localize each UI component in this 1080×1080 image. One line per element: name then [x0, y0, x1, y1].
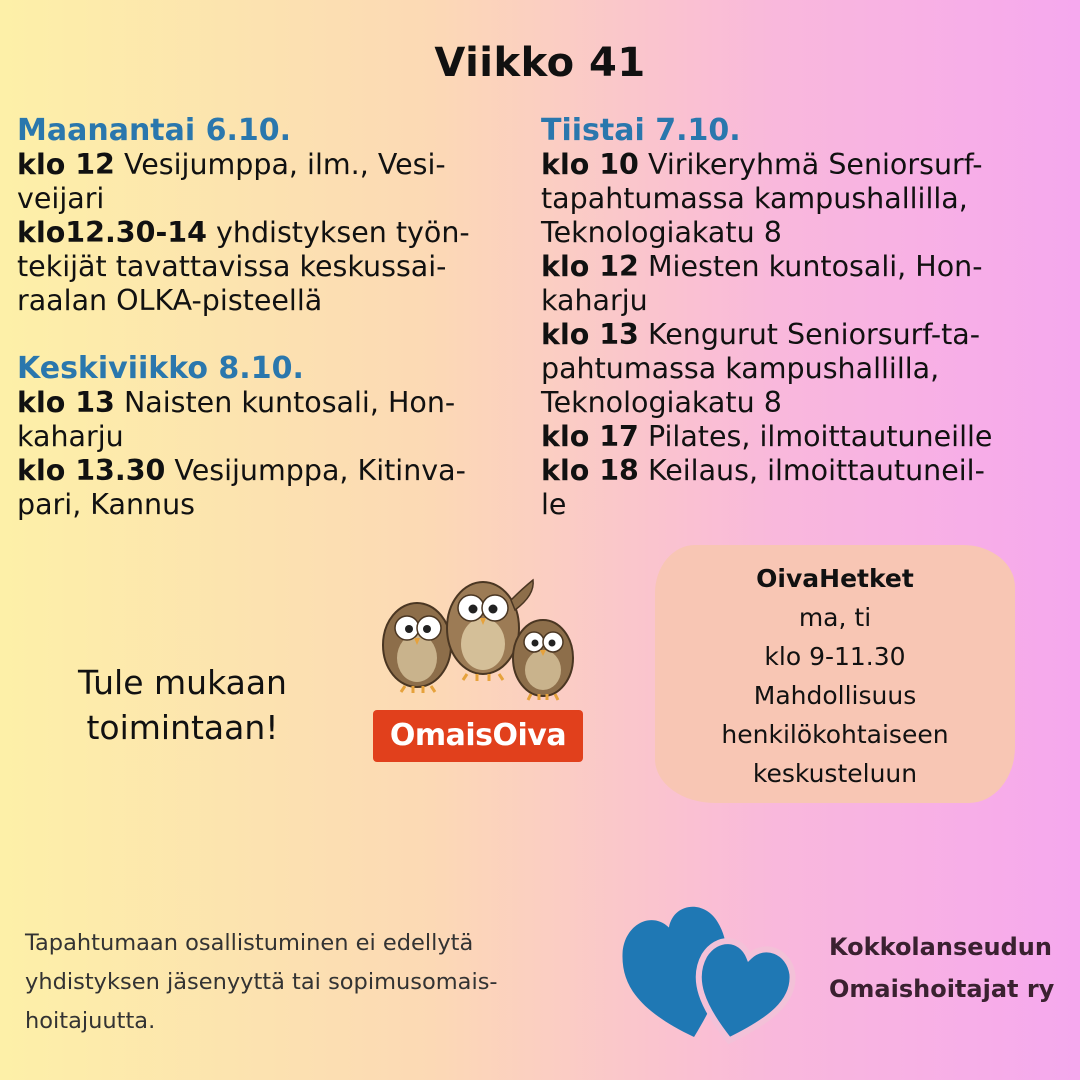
event-item [17, 386, 517, 454]
event-time: klo 13 [17, 386, 115, 419]
event-time: klo12.30-14 [17, 216, 207, 249]
note-line: yhdistyksen jäsenyyttä tai sopimusomais- [25, 969, 498, 995]
org-line-1: Kokkolanseudun [829, 933, 1052, 961]
event-item [17, 216, 517, 318]
event-text: Virikeryhmä Seniorsurf- tapahtumassa kampushallilla, Teknologiakatu 8 [541, 148, 983, 249]
oivahetket-line: keskusteluun [752, 759, 918, 788]
event-time: klo 18 [541, 454, 639, 487]
right-schedule-column [541, 114, 1061, 522]
invite-line-2: toimintaan! [86, 708, 279, 747]
day-heading: Maanantai 6.10. [17, 113, 292, 148]
owl-left [383, 603, 451, 693]
invite-text [40, 660, 325, 750]
invite-line-1: Tule mukaan [78, 663, 287, 702]
owl-right [513, 620, 573, 700]
event-time: klo 13 [541, 318, 639, 351]
note-line: Tapahtumaan osallistuminen ei edellytä [25, 930, 474, 956]
event-text: Naisten kuntosali, Hon- kaharju [17, 386, 456, 453]
oivahetket-heading: OivaHetket [756, 564, 914, 593]
note-line: hoitajuutta. [25, 1008, 156, 1034]
oivahetket-box [655, 545, 1015, 803]
event-item [541, 148, 1061, 250]
oivahetket-line: Mahdollisuus [753, 681, 917, 710]
org-line-2: Omaishoitajat ry [829, 975, 1055, 1003]
event-text: Vesijumppa, ilm., Vesi- veijari [17, 148, 446, 215]
oivahetket-line: henkilökohtaiseen [721, 720, 949, 749]
event-text: Miesten kuntosali, Hon- kaharju [541, 250, 983, 317]
event-item [541, 454, 1061, 522]
page-title: Viikko 41 [434, 40, 646, 86]
hearts-logo-icon [620, 898, 810, 1046]
day-heading: Keskiviikko 8.10. [17, 351, 304, 386]
omaisoiva-logo: OmaisOiva [373, 710, 583, 762]
organization-name [829, 926, 1069, 1010]
event-item [541, 420, 1061, 454]
membership-note [25, 924, 585, 1041]
event-text: yhdistyksen työn- tekijät tavattavissa keskussai- raalan OLKA-pisteellä [17, 216, 470, 317]
event-item [541, 250, 1061, 318]
event-text: Kengurut Seniorsurf-ta- pahtumassa kampushallilla, Teknologiakatu 8 [541, 318, 981, 419]
event-text: Pilates, ilmoittautuneille [638, 420, 993, 453]
event-item [17, 148, 517, 216]
event-time: klo 12 [541, 250, 639, 283]
event-time: klo 10 [541, 148, 639, 181]
event-time: klo 13.30 [17, 454, 166, 487]
day-heading: Tiistai 7.10. [541, 113, 741, 148]
left-schedule-column [17, 114, 517, 522]
oivahetket-line: klo 9-11.30 [764, 642, 906, 671]
event-time: klo 17 [541, 420, 639, 453]
event-item [541, 318, 1061, 420]
event-time: klo 12 [17, 148, 115, 181]
owls-illustration [375, 570, 585, 705]
event-item [17, 454, 517, 522]
event-text: Vesijumppa, Kitinva- pari, Kannus [17, 454, 466, 521]
oivahetket-line: ma, ti [798, 603, 872, 632]
event-text: Keilaus, ilmoittautuneil- le [541, 454, 985, 521]
day-spacer [17, 318, 517, 352]
